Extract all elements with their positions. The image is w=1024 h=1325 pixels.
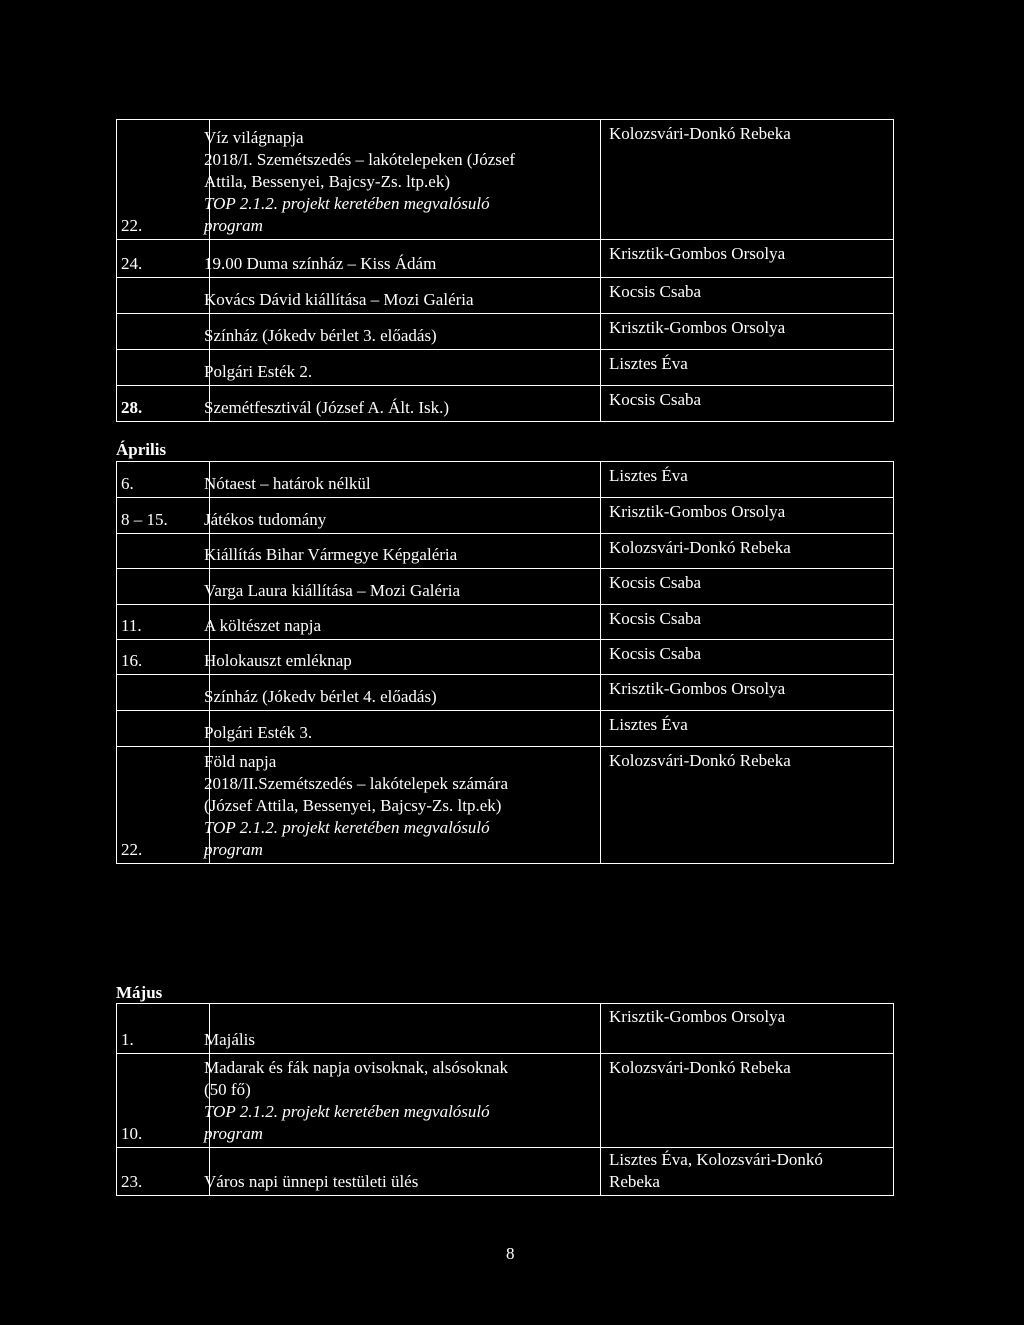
event-line: program [204,1124,263,1143]
day-cell [117,1004,210,1054]
table-row [117,1004,894,1054]
event-line: Nótaest – határok nélkül [204,474,371,493]
event-line: Szemétfesztivál (József A. Ált. Isk.) [204,398,450,417]
event-line: 2018/II.Szemétszedés – lakótelepek számára [204,774,508,793]
organizer-cell [601,314,894,350]
event-line: Majális [204,1030,255,1049]
organizer-cell [601,747,894,864]
day-cell [117,605,210,640]
organizer-cell [601,120,894,240]
table-row [117,675,894,711]
table-row [117,605,894,640]
event-cell [204,605,601,640]
event-line: Színház (Jókedv bérlet 4. előadás) [204,687,437,706]
organizer-cell [601,605,894,640]
day-label: 1. [121,1030,134,1049]
event-line: A költészet napja [204,616,322,635]
table-row [117,569,894,605]
day-cell [117,675,210,711]
day-cell [117,462,210,498]
event-cell [204,1054,601,1148]
day-cell [117,498,210,534]
organizer-label: Kolozsvári-Donkó Rebeka [609,751,791,770]
event-line: Polgári Esték 2. [204,362,313,381]
event-line: 2018/I. Szemétszedés – lakótelepeken (József [204,150,516,169]
event-cell [204,120,601,240]
organizer-label: Kolozsvári-Donkó Rebeka [609,124,791,143]
organizer-label: Lisztes Éva, Kolozsvári-Donkó [609,1150,823,1169]
organizer-cell [601,350,894,386]
day-label: 8 – 15. [121,510,168,529]
event-line: program [204,216,263,235]
day-cell [117,1148,210,1196]
day-label: 22. [121,840,143,859]
table-row [117,120,894,240]
table-row [117,278,894,314]
event-line: Víz világnapja [204,128,304,147]
event-cell [204,675,601,711]
organizer-cell [601,498,894,534]
organizer-label: Krisztik-Gombos Orsolya [609,502,786,521]
event-cell [204,534,601,569]
table-row [117,240,894,278]
day-label: 22. [121,216,143,235]
day-cell [117,747,210,864]
organizer-cell [601,534,894,569]
table-row [117,462,894,498]
event-cell [204,386,601,422]
organizer-label: Krisztik-Gombos Orsolya [609,1007,786,1026]
day-cell [117,120,210,240]
table-row [117,350,894,386]
day-cell [117,569,210,605]
table-row [117,1054,894,1148]
event-line: Színház (Jókedv bérlet 3. előadás) [204,326,437,345]
event-line: (50 fő) [204,1080,251,1099]
table-row [117,386,894,422]
organizer-cell [601,569,894,605]
march-table [116,119,894,422]
may-table [116,1003,894,1196]
event-line: TOP 2.1.2. projekt keretében megvalósuló [204,1102,490,1121]
organizer-label: Kolozsvári-Donkó Rebeka [609,538,791,557]
day-cell [117,711,210,747]
organizer-label: Krisztik-Gombos Orsolya [609,679,786,698]
event-line: Kiállítás Bihar Vármegye Képgaléria [204,545,458,564]
event-cell [204,278,601,314]
organizer-label: Kocsis Csaba [609,282,702,301]
day-label: 16. [121,651,143,670]
event-cell [204,711,601,747]
event-cell [204,1004,601,1054]
organizer-label: Kocsis Csaba [609,644,702,663]
organizer-label: Rebeka [609,1172,660,1191]
day-cell [117,278,210,314]
organizer-cell [601,711,894,747]
event-cell [204,240,601,278]
event-line: Föld napja [204,752,277,771]
organizer-cell [601,240,894,278]
day-label: 11. [121,616,142,635]
organizer-cell [601,640,894,675]
event-line: Holokauszt emléknap [204,651,352,670]
april-table [116,461,894,864]
day-cell [117,640,210,675]
organizer-label: Kocsis Csaba [609,573,702,592]
day-label: 10. [121,1124,143,1143]
table-row [117,498,894,534]
table-row [117,711,894,747]
day-cell [117,386,210,422]
day-cell [117,1054,210,1148]
organizer-label: Lisztes Éva [609,715,688,734]
event-line: Játékos tudomány [204,510,327,529]
organizer-cell [601,1054,894,1148]
day-label: 28. [121,398,143,417]
organizer-cell [601,1004,894,1054]
day-label: 24. [121,254,143,273]
month-heading-april: Április [116,440,167,459]
event-cell [204,1148,601,1196]
event-line: 19.00 Duma színház – Kiss Ádám [204,254,437,273]
month-heading-may: Május [116,983,163,1002]
day-cell [117,314,210,350]
table-row [117,314,894,350]
day-label: 6. [121,474,134,493]
event-cell [204,569,601,605]
table-row [117,747,894,864]
table-row [117,640,894,675]
event-line: (József Attila, Bessenyei, Bajcsy-Zs. ltp.ek) [204,796,502,815]
event-cell [204,350,601,386]
organizer-cell [601,278,894,314]
event-line: Kovács Dávid kiállítása – Mozi Galéria [204,290,474,309]
organizer-label: Krisztik-Gombos Orsolya [609,318,786,337]
event-line: Attila, Bessenyei, Bajcsy-Zs. ltp.ek) [204,172,450,191]
day-cell [117,240,210,278]
day-label: 23. [121,1172,143,1191]
event-line: program [204,840,263,859]
organizer-label: Kolozsvári-Donkó Rebeka [609,1058,791,1077]
page-number: 8 [506,1244,515,1263]
event-cell [204,498,601,534]
day-cell [117,534,210,569]
organizer-cell [601,1148,894,1196]
organizer-label: Lisztes Éva [609,354,688,373]
event-line: TOP 2.1.2. projekt keretében megvalósuló [204,194,490,213]
organizer-cell [601,462,894,498]
organizer-cell [601,675,894,711]
event-cell [204,314,601,350]
event-cell [204,747,601,864]
event-cell [204,462,601,498]
day-cell [117,350,210,386]
event-cell [204,640,601,675]
event-line: Varga Laura kiállítása – Mozi Galéria [204,581,460,600]
event-line: Polgári Esték 3. [204,723,313,742]
event-line: Madarak és fák napja ovisoknak, alsósoknak [204,1058,509,1077]
event-line: TOP 2.1.2. projekt keretében megvalósuló [204,818,490,837]
table-row [117,534,894,569]
table-row [117,1148,894,1196]
organizer-label: Kocsis Csaba [609,609,702,628]
organizer-label: Lisztes Éva [609,466,688,485]
organizer-label: Krisztik-Gombos Orsolya [609,244,786,263]
organizer-label: Kocsis Csaba [609,390,702,409]
event-line: Város napi ünnepi testületi ülés [204,1172,419,1191]
organizer-cell [601,386,894,422]
